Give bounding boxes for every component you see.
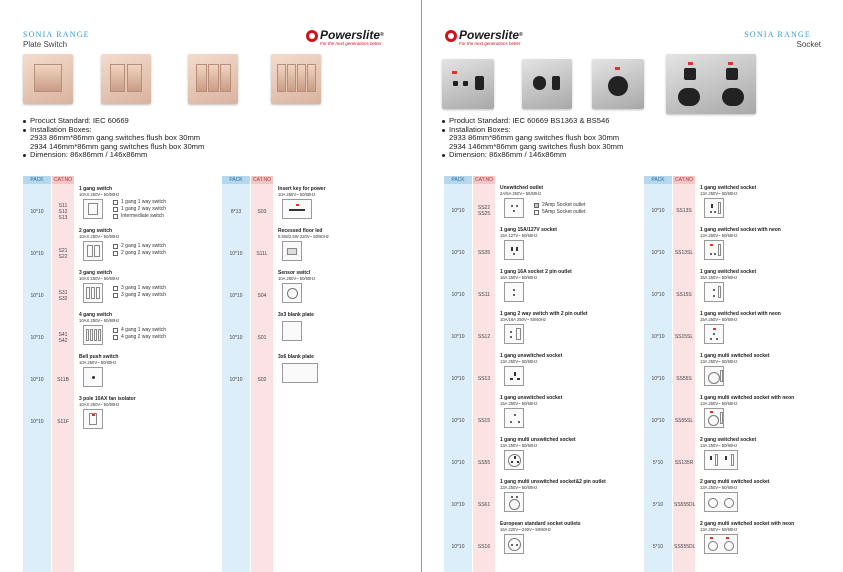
product-spec: 13A 250V~ 50/60Hz: [700, 527, 738, 532]
product-column-b: [644, 176, 840, 572]
product-spec: 15A 250V~ 50/60Hz: [700, 275, 738, 280]
product-name: 3 gang switch: [79, 270, 113, 276]
pack-value: 10*10: [30, 251, 44, 257]
pack-value: 10*10: [651, 250, 665, 256]
product-row: [23, 271, 213, 311]
pack-value: 10*10: [30, 377, 44, 383]
cat-value: SS13SL: [674, 250, 694, 256]
product-name: 1 gang switched socket with neon: [700, 227, 781, 233]
pack-value: 10*10: [451, 250, 465, 256]
product-row: [644, 354, 840, 394]
pack-value: 10*10: [30, 419, 44, 425]
pack-value: 5*10: [652, 502, 664, 508]
cat-value: SS15: [477, 418, 491, 424]
cat-value: SS35: [477, 250, 491, 256]
product-thumbnail: [504, 408, 524, 428]
cat-value: SS12: [477, 334, 491, 340]
product-spec: 13A 250V~ 50/60Hz: [700, 443, 738, 448]
product-thumbnail: [504, 198, 524, 218]
bullet-dimension: Dimension: 86x86mm / 146x86mm: [442, 151, 623, 160]
option-label: 2 gang 1 way switch: [121, 243, 167, 249]
bullet-sub: 2933 86mm*86mm gang switches flush box 30mm: [449, 133, 620, 143]
product-thumbnail: [504, 282, 524, 302]
product-row: [644, 228, 840, 268]
product-thumbnail: [83, 367, 103, 387]
pack-value: 10*10: [229, 293, 243, 299]
cat-value: S21 S22: [58, 248, 68, 260]
section-title: Plate Switch: [23, 40, 68, 49]
header-pack: PACK: [444, 176, 472, 184]
product-spec: 10AX 250V~ 50/60Hz: [79, 318, 120, 323]
product-name: 1 gang unswitched socket: [500, 395, 563, 401]
product-spec: 13A 250V~ 50/60Hz: [500, 443, 538, 448]
product-row: [23, 313, 213, 353]
product-spec: 15A 250V~ 50/60Hz: [700, 317, 738, 322]
product-thumbnail: [704, 324, 724, 344]
cat-value: SS11: [478, 292, 490, 298]
options-legend: [113, 285, 166, 299]
product-spec: 13A 250V~ 50/60Hz: [700, 401, 738, 406]
spec-bullets: [442, 117, 623, 160]
bullet-standard: Product Standard: IEC 60669 BS1363 & BS546: [442, 117, 623, 126]
product-name: 1 gang 15A/127V socket: [500, 227, 557, 233]
bullet-dimension: Dimension: 86x86mm / 146x86mm: [23, 151, 204, 160]
logo-name: Powerslite: [320, 28, 381, 42]
page-plate-switch: [0, 0, 421, 572]
page-socket: [422, 0, 843, 572]
option-label: 1 gang 2 way switch: [121, 206, 167, 212]
product-thumbnail: [704, 450, 738, 470]
product-thumbnail: [83, 199, 103, 219]
product-name: 1 gang 16A socket 2 pin outlet: [500, 269, 572, 275]
pack-value: 10*10: [451, 544, 465, 550]
pack-value: 10*10: [451, 292, 465, 298]
product-spec: 10A/16A 250V~ 50/60Hz: [500, 317, 546, 322]
pack-value: 10*10: [651, 334, 665, 340]
product-row: [444, 480, 640, 520]
header-cat-no: CAT.NO: [673, 176, 695, 184]
product-spec: 10AX 250V~ 50/60Hz: [79, 402, 120, 407]
product-spec: 10AX 250V~ 50/60Hz: [79, 192, 120, 197]
product-thumbnail: [704, 534, 738, 554]
product-row: [23, 355, 213, 395]
pack-value: 5*10: [652, 544, 664, 550]
cat-value: S03: [257, 209, 267, 215]
pack-value: 10*10: [651, 208, 665, 214]
header-cat-no: CAT.NO: [251, 176, 273, 184]
product-name: Sensor switcl: [278, 270, 311, 276]
pack-value: 10*10: [451, 460, 465, 466]
cat-value: SS555DL: [674, 544, 696, 550]
product-thumbnail: [83, 283, 103, 303]
product-name: 1 gang multi switched socket with neon: [700, 395, 795, 401]
product-row: [444, 228, 640, 268]
cat-value: S31 S32: [58, 290, 68, 302]
product-thumbnail: [704, 408, 724, 428]
header-cat-no: CAT.NO: [473, 176, 495, 184]
product-column-a: [23, 176, 213, 572]
product-spec: 13A 250V~ 50/60Hz: [700, 233, 738, 238]
product-row: [644, 312, 840, 352]
header-cat-no: CAT.NO: [52, 176, 74, 184]
section-title: Socket: [796, 40, 821, 49]
product-row: [222, 313, 412, 353]
option-label: 1 gang 1 way switch: [121, 199, 167, 205]
pack-value: 10*10: [229, 251, 243, 257]
product-spec: 13A 250V~ 50/60Hz: [700, 359, 738, 364]
pack-value: 8*13: [230, 209, 242, 215]
product-name: 1 gang multi unswitched socket: [500, 437, 576, 443]
option-label: Intermediate switch: [121, 213, 165, 219]
cat-value: SS16: [477, 544, 491, 550]
product-row: [444, 354, 640, 394]
photo-4-gang: [271, 54, 321, 104]
cat-value: S11 S12 S13: [58, 203, 68, 221]
product-name: 3x6 blank plate: [278, 354, 314, 360]
pack-value: 10*10: [651, 418, 665, 424]
spec-bullets: [23, 117, 204, 160]
cat-value: SS135R: [674, 460, 694, 466]
product-row: [23, 397, 213, 437]
pack-value: 10*10: [651, 292, 665, 298]
logo-tagline: For the next generations better: [459, 41, 521, 46]
cat-value: SS55: [477, 460, 491, 466]
product-spec: 13A 250V~ 50/60Hz: [500, 485, 538, 490]
product-spec: 16A 250V~ 50/60Hz: [500, 275, 538, 280]
options-legend: [534, 202, 585, 216]
options-legend: [113, 199, 166, 220]
cat-value: SS61: [477, 502, 491, 508]
product-column-b: [222, 176, 412, 572]
bullet-installation: Installation Boxes:: [23, 126, 204, 135]
logo-registered: ®: [380, 32, 384, 38]
cat-value: S41 S42: [58, 332, 68, 344]
product-spec: 10AX 250V~ 50/60Hz: [79, 276, 120, 281]
cat-value: SS22 SS25: [477, 205, 491, 217]
pack-value: 10*10: [451, 502, 465, 508]
option-label: 3 gang 2 way switch: [121, 292, 167, 298]
product-thumbnail: [504, 324, 524, 344]
product-name: Recessed floor led: [278, 228, 323, 234]
product-name: 1 gang multi switched socket: [700, 353, 770, 359]
cat-value: SS15S: [676, 292, 692, 298]
product-thumbnail: [282, 199, 312, 219]
product-row: [444, 522, 640, 562]
product-name: 1 gang switch: [79, 186, 113, 192]
product-thumbnail: [704, 240, 724, 260]
option-label: 4 gang 2 way switch: [121, 334, 167, 340]
product-name: Bell push switch: [79, 354, 119, 360]
product-spec: 13A 250V~ 50/60Hz: [700, 485, 738, 490]
logo-mark-icon: [445, 30, 457, 42]
cat-value: S02: [257, 377, 267, 383]
product-spec: 10A 250V~ 50/60Hz: [278, 192, 316, 197]
product-name: 2 gang multi switched socket: [700, 479, 770, 485]
product-name: 2 gang switch: [79, 228, 113, 234]
product-name: 1 gang switched socket: [700, 185, 757, 191]
product-spec: 13A 250V~ 50/60Hz: [700, 191, 738, 196]
product-row: [444, 270, 640, 310]
product-row: [444, 396, 640, 436]
product-row: [444, 186, 640, 226]
product-row: [644, 522, 840, 562]
product-thumbnail: [504, 534, 524, 554]
product-row: [644, 480, 840, 520]
product-thumbnail: [704, 366, 724, 386]
product-photos: [23, 54, 321, 104]
bullet-installation: Installation Boxes:: [442, 126, 623, 135]
product-name: 3x3 blank plate: [278, 312, 314, 318]
product-spec: 0.5W/2.5W 220V~ 50/60Hz: [278, 234, 329, 239]
cat-value: S11F: [57, 419, 69, 425]
photo-2-gang-socket: [666, 54, 756, 114]
pack-value: 10*10: [229, 335, 243, 341]
options-legend: [113, 327, 166, 341]
product-row: [222, 271, 412, 311]
product-name: Insert key for power: [278, 186, 326, 192]
product-thumbnail: [504, 240, 524, 260]
logo-tagline: For the next generations better: [320, 41, 382, 46]
cat-value: S11B: [57, 377, 69, 383]
bullet-sub: 2933 86mm*86mm gang switches flush box 30mm: [30, 133, 201, 143]
product-name: 1 gang unswitched socket: [500, 353, 563, 359]
product-thumbnail: [83, 409, 103, 429]
brand-logo: [306, 29, 384, 47]
logo-mark-icon: [306, 30, 318, 42]
product-thumbnail: [282, 321, 302, 341]
pack-value: 10*10: [451, 418, 465, 424]
product-row: [644, 396, 840, 436]
product-thumbnail: [282, 241, 302, 261]
option-label: 2 gang 2 way switch: [121, 250, 167, 256]
bullet-standard: Procuct Standard: IEC 60669: [23, 117, 204, 126]
product-row: [23, 187, 213, 227]
bullet-sub: 2934 146mm*86mm gang switches flush box 30mm: [30, 141, 205, 151]
product-spec: 10A 250V~ 50/60Hz: [79, 360, 117, 365]
product-spec: 10AX 250V~ 50/60Hz: [79, 234, 120, 239]
product-spec: 10A 250V~ 50/60Hz: [278, 276, 316, 281]
product-thumbnail: [282, 283, 302, 303]
pack-value: 10*10: [30, 209, 44, 215]
product-row: [644, 270, 840, 310]
photo-switched-socket: [442, 59, 494, 109]
pack-value: 10*10: [229, 377, 243, 383]
product-name: 2 gang switched socket: [700, 437, 757, 443]
product-thumbnail: [504, 450, 524, 470]
brand-logo: [445, 29, 523, 47]
pack-value: 10*10: [30, 293, 44, 299]
product-name: 1 gang 2 way switch with 2 pin outlet: [500, 311, 588, 317]
cat-value: SS555DL: [674, 502, 696, 508]
photo-3-gang: [188, 54, 238, 104]
option-label: 2Amp Socket outlet: [542, 202, 586, 208]
product-spec: 13A 250V~ 50/60Hz: [500, 359, 538, 364]
product-name: 2 gang multi switched socket with neon: [700, 521, 795, 527]
product-row: [23, 229, 213, 269]
product-thumbnail: [704, 282, 724, 302]
range-label: SONIA RANGE: [23, 30, 90, 39]
option-label: 5Amp Socket outlet: [542, 209, 586, 215]
product-thumbnail: [504, 492, 524, 512]
header-pack: PACK: [222, 176, 250, 184]
pack-value: 10*10: [651, 376, 665, 382]
cat-value: S01: [257, 335, 267, 341]
pack-value: 10*10: [30, 335, 44, 341]
pack-value: 5*10: [652, 460, 664, 466]
product-name: European standard socket outlets: [500, 521, 581, 527]
bullet-sub: 2934 146mm*86mm gang switches flush box 30mm: [449, 141, 624, 151]
cat-value: SS55SL: [674, 418, 694, 424]
options-legend: [113, 243, 166, 257]
product-row: [222, 229, 412, 269]
product-name: Unswitched outlet: [500, 185, 544, 191]
cat-value: SS13: [477, 376, 491, 382]
product-spec: 15A 127V~ 50/60Hz: [500, 233, 538, 238]
header-pack: PACK: [644, 176, 672, 184]
product-thumbnail: [504, 366, 524, 386]
product-row: [644, 186, 840, 226]
product-thumbnail: [704, 198, 724, 218]
photo-2-gang: [101, 54, 151, 104]
header-pack: PACK: [23, 176, 51, 184]
product-name: 4 gang switch: [79, 312, 113, 318]
product-name: 1 gang switched socket with neon: [700, 311, 781, 317]
logo-name: Powerslite: [459, 28, 520, 42]
product-photos: [442, 54, 756, 114]
product-spec: 16A 220V~-240V~ 50/60Hz: [500, 527, 551, 532]
cat-value: SS15SL: [674, 334, 694, 340]
range-label: SONIA RANGE: [744, 30, 811, 39]
product-thumbnail: [83, 241, 103, 261]
photo-multi-socket: [592, 59, 644, 109]
photo-1-gang: [23, 54, 73, 104]
product-thumbnail: [282, 363, 318, 383]
product-column-a: [444, 176, 640, 572]
logo-registered: ®: [519, 32, 523, 38]
product-name: 1 gang multi unswitched socket&2 pin outlet: [500, 479, 606, 485]
pack-value: 10*10: [451, 208, 465, 214]
product-row: [222, 355, 412, 395]
product-thumbnail: [704, 492, 738, 512]
cat-value: SS55S: [676, 376, 692, 382]
pack-value: 10*10: [451, 376, 465, 382]
product-row: [444, 312, 640, 352]
product-row: [644, 438, 840, 478]
cat-value: SS13S: [676, 208, 692, 214]
photo-2pin-socket: [522, 59, 572, 109]
option-label: 4 gang 1 way switch: [121, 327, 167, 333]
option-label: 3 gang 1 way switch: [121, 285, 167, 291]
product-row: [444, 438, 640, 478]
product-row: [222, 187, 412, 227]
product-name: 3 pole 10AX fan isolator: [79, 396, 136, 402]
cat-value: S04: [257, 293, 267, 299]
product-thumbnail: [83, 325, 103, 345]
cat-value: S11L: [256, 251, 268, 257]
product-name: 1 gang switched socket: [700, 269, 757, 275]
product-spec: 15A 250V~ 50/60Hz: [500, 401, 538, 406]
pack-value: 10*10: [451, 334, 465, 340]
product-spec: 2A/5A 250V~ 50/60Hz: [500, 191, 542, 196]
